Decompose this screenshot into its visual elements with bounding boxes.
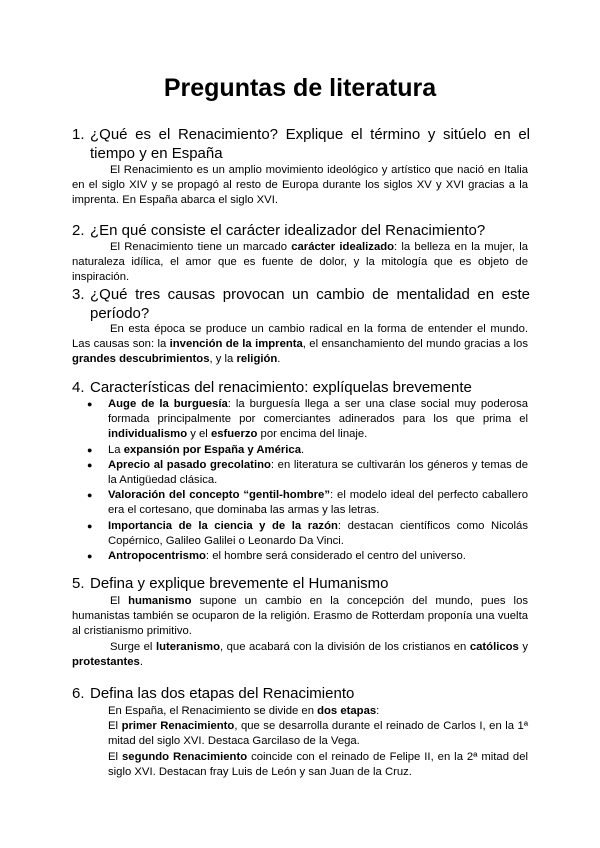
bullet-icon: ● bbox=[87, 490, 93, 501]
page-title: Preguntas de literatura bbox=[163, 74, 437, 102]
bold-term: primer Renacimiento bbox=[121, 720, 235, 732]
answer-3 bbox=[72, 322, 528, 368]
bold-term: Valoración del concepto “gentil-hombre” bbox=[108, 489, 330, 502]
question-number: 2. bbox=[72, 222, 85, 239]
bold-term: humanismo bbox=[128, 595, 192, 607]
text-run: En España, el Renacimiento se divide en bbox=[108, 705, 318, 717]
question-number: 1. bbox=[72, 126, 85, 143]
bullet-icon: ● bbox=[87, 551, 93, 562]
text-run: : el modelo ideal del perfecto caballero era el cortesano, que dominaba las armas y las letras. bbox=[108, 489, 529, 517]
list-item bbox=[87, 549, 528, 564]
answer-6-first-stage bbox=[108, 719, 528, 749]
text-run: La bbox=[108, 443, 124, 456]
question-text: Defina las dos etapas del Renacimiento bbox=[90, 685, 355, 702]
text-run: : destacan científicos como Nicolás Copérnico, Galileo Galilei o Leonardo Da Vinci. bbox=[108, 519, 528, 547]
text-run: : el hombre será considerado el centro del universo. bbox=[205, 550, 466, 563]
question-text: ¿En qué consiste el carácter idealizador del Renacimiento? bbox=[90, 222, 486, 239]
bold-term: Auge de la burguesía bbox=[108, 398, 228, 410]
bold-term: esfuerzo bbox=[210, 428, 258, 441]
bullet-icon: ● bbox=[87, 520, 93, 531]
bold-term: Antropocentrismo bbox=[108, 550, 206, 563]
bold-term: carácter idealizado bbox=[291, 241, 395, 253]
answer-6-intro bbox=[108, 704, 528, 719]
text-run: y bbox=[518, 641, 528, 653]
text-run: . bbox=[300, 443, 305, 456]
text-run: : la belleza en la mujer, la naturaleza idílica, el amor que es fuente de dolor, y la mitología que es objeto de inspiración. bbox=[72, 241, 528, 284]
question-number: 6. bbox=[72, 685, 85, 702]
question-3 bbox=[72, 285, 530, 323]
question-number: 4. bbox=[72, 379, 85, 396]
text-run: En esta época se produce un cambio radical en la forma de entender el mundo. Las causas son: la bbox=[72, 323, 528, 351]
bold-term: invención de la imprenta bbox=[169, 338, 303, 351]
question-text: ¿Qué tres causas provocan un cambio de mentalidad en este período? bbox=[90, 286, 530, 322]
question-text: ¿Qué es el Renacimiento? Explique el término y sitúelo en el tiempo y en España bbox=[90, 126, 530, 162]
question-6 bbox=[72, 684, 530, 703]
list-item bbox=[87, 488, 529, 518]
text-run: Surge el bbox=[110, 641, 156, 653]
bold-term: expansión por España y América bbox=[123, 443, 301, 456]
characteristics-list bbox=[87, 397, 529, 564]
bold-term: individualismo bbox=[108, 428, 188, 441]
answer-5-paragraph-2 bbox=[72, 640, 528, 670]
text-run: coincide con el reinado de Felipe II, en la 2ª mitad del siglo XVI. Destacan fray Luis de León y san Juan de la Cruz. bbox=[108, 751, 529, 779]
text-run: El Renacimiento tiene un marcado bbox=[110, 241, 292, 253]
text-run: El bbox=[108, 751, 123, 763]
question-text: Defina y explique brevemente el Humanismo bbox=[90, 575, 389, 592]
text-run: supone un cambio en la concepción del mundo, pues los humanistas también se ocuparon de la religión. Erasmo de Rotterdam proponía una vuelta al cristianismo primitivo. bbox=[72, 595, 528, 638]
text-run: : en literatura se cultivarán los géneros y temas de la Antigüedad clásica. bbox=[108, 458, 528, 487]
bold-term: segundo Renacimiento bbox=[122, 751, 248, 763]
list-item bbox=[87, 519, 528, 549]
question-5 bbox=[72, 574, 530, 593]
text-run: , el ensanchamiento del mundo gracias a los bbox=[302, 338, 528, 351]
list-item bbox=[87, 397, 529, 443]
bold-term: dos etapas bbox=[317, 705, 377, 717]
question-1 bbox=[72, 125, 530, 163]
bullet-icon: ● bbox=[87, 444, 93, 455]
answer-6-second-stage bbox=[108, 750, 528, 780]
text-run: , que acabará con la división de los cristianos en bbox=[219, 641, 470, 653]
text-run: , que se desarrolla durante el reinado de Carlos I, en la 1ª mitad del siglo XVI. Destaca Garcilaso de la Vega. bbox=[108, 720, 529, 748]
list-item bbox=[87, 458, 528, 488]
question-number: 3. bbox=[72, 286, 85, 303]
text-run: . bbox=[277, 353, 281, 366]
answer-5-paragraph-1 bbox=[72, 594, 528, 640]
bold-term: protestantes bbox=[72, 656, 140, 669]
question-2 bbox=[72, 221, 530, 240]
text-run: : la burguesía llega a ser una clase social muy poderosa formada principalmente por comerciantes adinerados para los que prima el bbox=[108, 398, 529, 426]
question-number: 5. bbox=[72, 575, 85, 592]
bold-term: religión bbox=[236, 353, 278, 366]
bullet-icon: ● bbox=[87, 399, 93, 409]
text-run: . bbox=[139, 656, 143, 669]
text-run: : bbox=[376, 705, 380, 717]
bullet-icon: ● bbox=[87, 459, 93, 470]
bold-term: Aprecio al pasado grecolatino bbox=[108, 458, 271, 471]
bold-term: grandes descubrimientos bbox=[72, 353, 210, 366]
bold-term: luteranismo bbox=[155, 641, 220, 653]
text-run: El bbox=[108, 720, 122, 732]
question-text: Características del renacimiento: explíquelas brevemente bbox=[90, 379, 472, 396]
text-run: y el bbox=[187, 428, 211, 441]
text-run: El bbox=[110, 595, 129, 607]
list-item bbox=[87, 443, 528, 458]
text-run: por encima del linaje. bbox=[257, 428, 368, 441]
text-run: , y la bbox=[209, 353, 237, 366]
question-4 bbox=[72, 378, 530, 397]
bold-term: Importancia de la ciencia y de la razón bbox=[108, 519, 338, 532]
bold-term: católicos bbox=[469, 641, 519, 653]
answer-2 bbox=[72, 240, 528, 286]
answer-1: El Renacimiento es un amplio movimiento ideológico y artístico que nació en Italia en el siglo XIV y se propagó al resto de Europa durante los siglos XV y XVI gracias a la imprenta. En España abarca el siglo XVI. bbox=[72, 164, 528, 207]
